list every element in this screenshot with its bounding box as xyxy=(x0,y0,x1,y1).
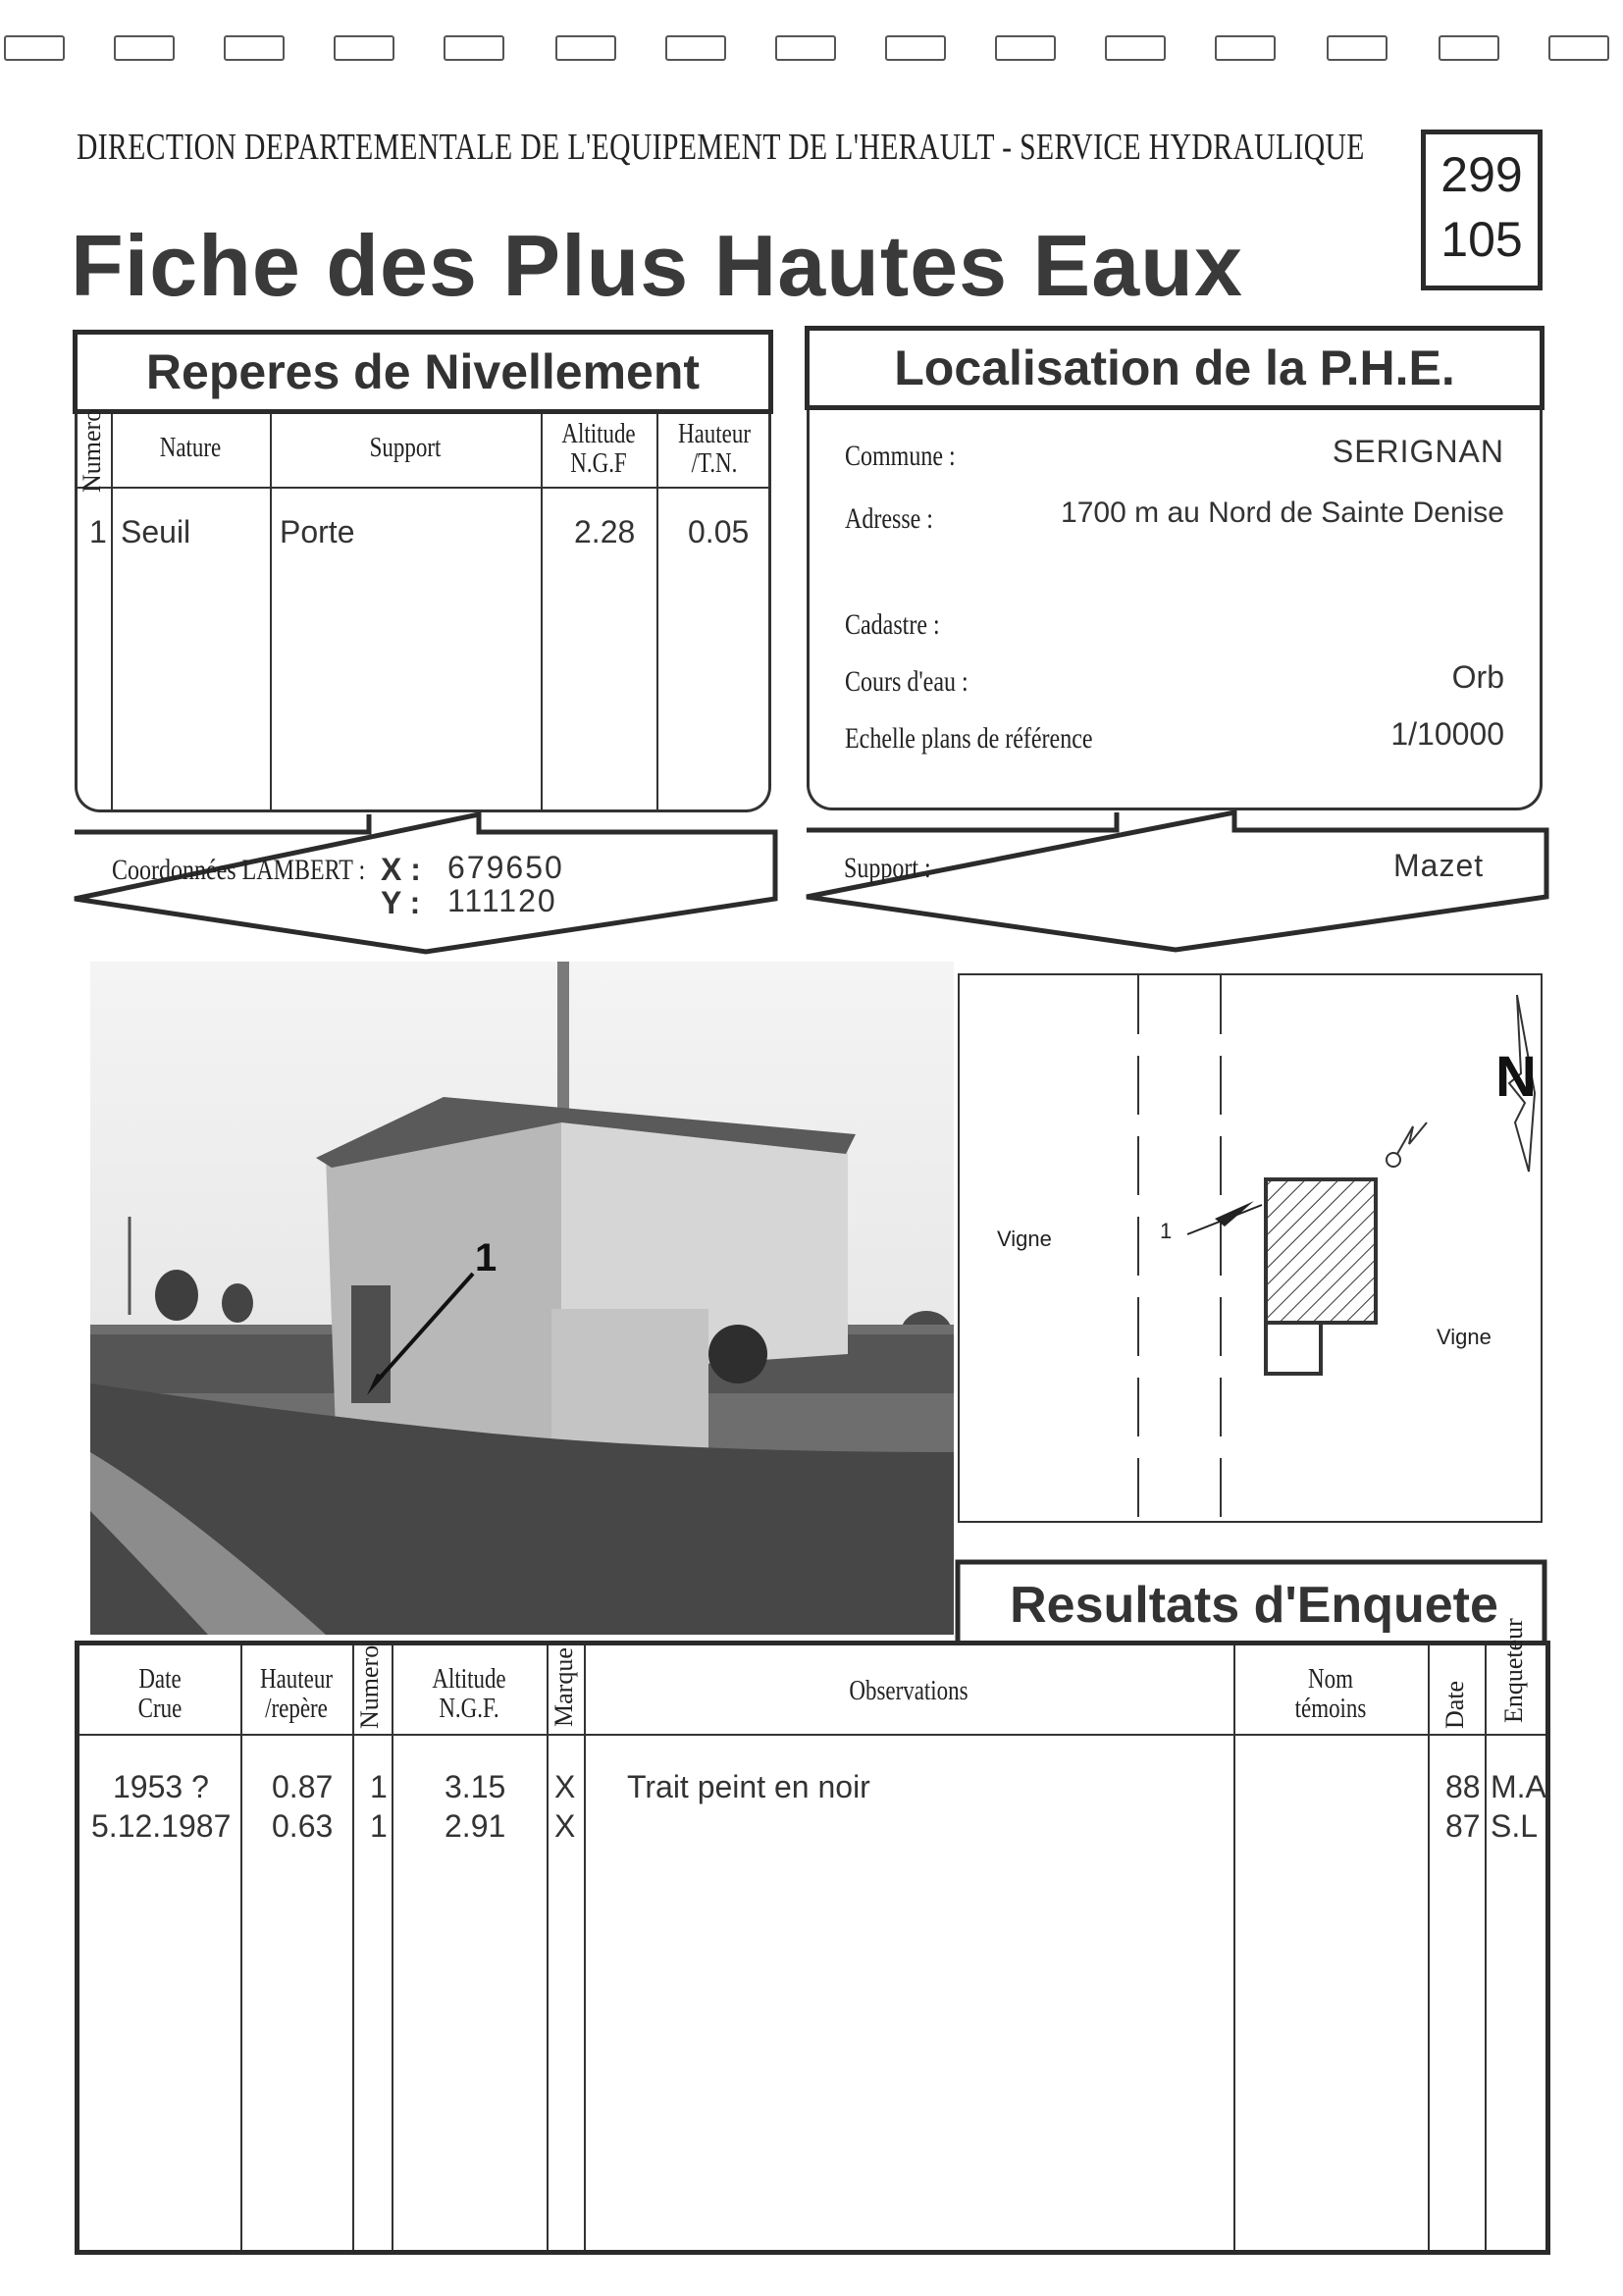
results-section-title: Resultats d'Enquete xyxy=(1010,1577,1498,1634)
col-header-numero: Numero xyxy=(78,408,106,493)
echelle-value: 1/10000 xyxy=(1390,716,1504,752)
col-header-altitude: Altitude N.G.F xyxy=(561,419,636,479)
localisation-section-title: Localisation de la P.H.E. xyxy=(805,326,1544,410)
repere-hauteur: 0.05 xyxy=(688,514,750,549)
binding-hole xyxy=(665,35,726,61)
y-label: Y : xyxy=(381,885,421,920)
reference-number-box xyxy=(1421,130,1543,290)
cours-eau-value: Orb xyxy=(1451,659,1504,695)
col-header-date-crue: Date Crue xyxy=(137,1664,183,1724)
map-label-left: Vigne xyxy=(997,1226,1052,1251)
binding-hole xyxy=(1327,35,1387,61)
support-value: Mazet xyxy=(1393,848,1485,883)
binding-hole xyxy=(4,35,65,61)
col-header-numero: Numero xyxy=(355,1644,384,1729)
binding-hole xyxy=(555,35,616,61)
result-marque: X xyxy=(554,1769,576,1804)
result-hauteur: 0.63 xyxy=(272,1808,334,1844)
binding-hole xyxy=(775,35,836,61)
result-numero: 1 xyxy=(370,1769,388,1804)
page-title: Fiche des Plus Hautes Eaux xyxy=(71,217,1243,314)
col-header-nom-temoins: Nom témoins xyxy=(1294,1664,1367,1724)
binding-hole xyxy=(995,35,1056,61)
binding-hole xyxy=(885,35,946,61)
echelle-label: Echelle plans de référence xyxy=(845,722,1093,755)
binding-hole xyxy=(1548,35,1609,61)
result-marque: X xyxy=(554,1808,576,1844)
binding-hole xyxy=(1215,35,1276,61)
result-date: 5.12.1987 xyxy=(91,1808,232,1844)
cadastre-label: Cadastre : xyxy=(845,608,940,641)
col-header-hauteur-repere: Hauteur /repère xyxy=(260,1664,333,1724)
cours-eau-label: Cours d'eau : xyxy=(845,665,969,698)
repere-numero: 1 xyxy=(89,514,107,549)
map-marker: 1 xyxy=(1160,1219,1173,1243)
col-header-hauteur: Hauteur /T.N. xyxy=(678,419,751,479)
x-value: 679650 xyxy=(447,850,564,885)
result-date-enquete: 88 xyxy=(1445,1769,1481,1804)
col-header-observations: Observations xyxy=(849,1676,969,1706)
repere-support: Porte xyxy=(280,514,355,549)
binding-hole xyxy=(114,35,175,61)
result-numero: 1 xyxy=(370,1808,388,1844)
repere-altitude: 2.28 xyxy=(574,514,636,549)
result-enqueteur: S.L xyxy=(1491,1808,1539,1844)
col-header-date-enquete: Date xyxy=(1440,1680,1469,1729)
binding-hole xyxy=(334,35,394,61)
result-altitude: 2.91 xyxy=(445,1808,506,1844)
adresse-label: Adresse : xyxy=(845,502,933,535)
coordinates-label: Coordonnées LAMBERT : xyxy=(112,854,366,886)
map-label-right: Vigne xyxy=(1437,1325,1492,1349)
col-header-altitude-ngf: Altitude N.G.F. xyxy=(432,1664,506,1724)
support-label: Support : xyxy=(844,852,931,884)
adresse-value: 1700 m au Nord de Sainte Denise xyxy=(1061,496,1504,529)
result-date: 1953 ? xyxy=(113,1769,209,1804)
result-date-enquete: 87 xyxy=(1445,1808,1481,1844)
binding-hole xyxy=(1439,35,1499,61)
reperes-table xyxy=(75,408,771,812)
binding-hole xyxy=(1105,35,1166,61)
col-header-nature: Nature xyxy=(159,433,222,463)
y-value: 111120 xyxy=(447,883,557,918)
reperes-section-title: Reperes de Nivellement xyxy=(73,330,773,414)
organization-header: DIRECTION DEPARTEMENTALE DE L'EQUIPEMENT DE L'HERAULT - SERVICE HYDRAULIQUE xyxy=(77,127,1365,168)
reference-number-bottom: 105 xyxy=(1440,212,1523,267)
north-indicator: N xyxy=(1495,1045,1537,1109)
x-label: X : xyxy=(381,852,421,887)
result-altitude: 3.15 xyxy=(445,1769,506,1804)
binding-hole xyxy=(444,35,504,61)
reference-number-top: 299 xyxy=(1440,147,1523,202)
result-hauteur: 0.87 xyxy=(272,1769,334,1804)
commune-label: Commune : xyxy=(845,440,956,472)
col-header-marque: Marque xyxy=(550,1647,578,1727)
col-header-enqueteur: Enqueteur xyxy=(1499,1618,1528,1723)
photo-marker: 1 xyxy=(475,1236,497,1279)
results-table xyxy=(75,1618,1550,2255)
location-sketch-map xyxy=(958,973,1543,1523)
site-photo xyxy=(90,962,954,1635)
col-header-support: Support xyxy=(369,433,442,463)
localisation-panel xyxy=(807,410,1543,810)
binding-hole xyxy=(224,35,285,61)
result-enqueteur: M.A xyxy=(1491,1769,1546,1804)
binding-holes xyxy=(0,0,1623,78)
repere-nature: Seuil xyxy=(121,514,191,549)
commune-value: SERIGNAN xyxy=(1332,434,1504,469)
result-observations: Trait peint en noir xyxy=(627,1769,870,1804)
